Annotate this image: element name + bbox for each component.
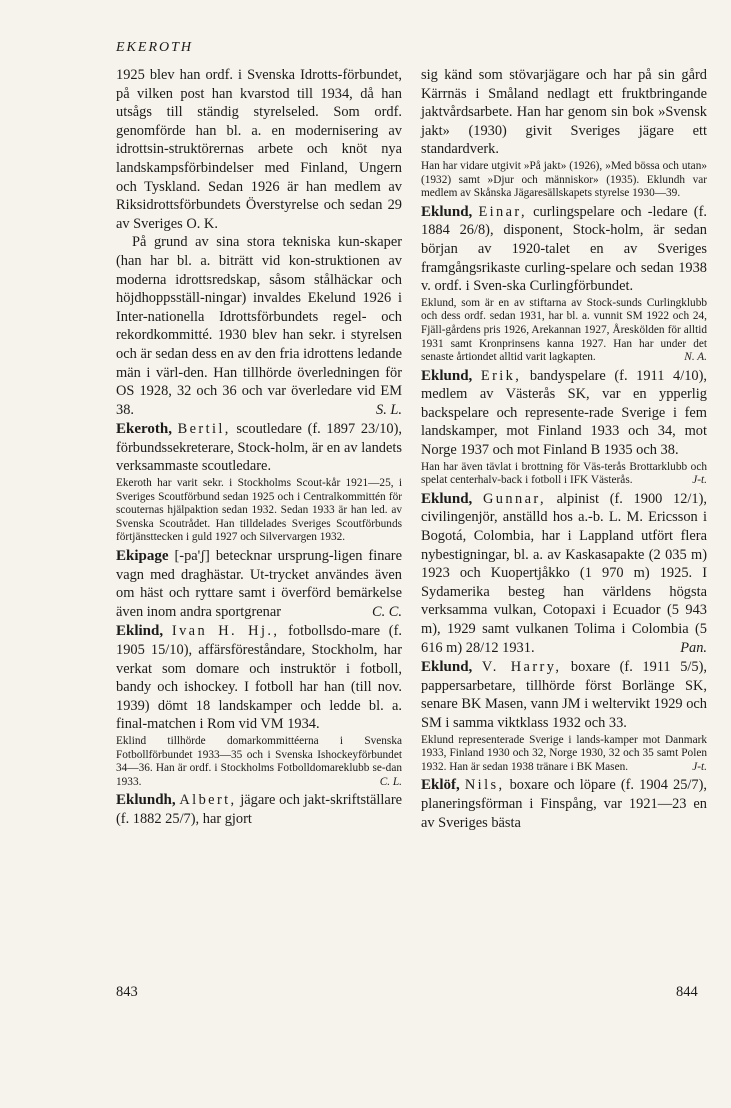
- page-number-right: 844: [676, 984, 698, 1000]
- entry-note: Eklund, som är en av stiftarna av Stock-sunds Curlingklubb och dess ordf. sedan 1931, har bl. a. vunnit SM 1922 och 24, Fjäll-gårdens pris 1926, Arekannan 1927, Åreskölden för alltid 1931 samt Kronprinsens kanna 1927. Han har under det senaste årtiondet alltid varit lagkapten. N. A.: [421, 296, 707, 364]
- author-signature: J-t.: [692, 474, 707, 487]
- entry-ekeroth: Ekeroth, Bertil, scoutledare (f. 1897 23/10), förbundssekreterare, Stock-holm, är en av landets verksammaste scoutledare.: [116, 421, 402, 475]
- entry-headword: Eklund,: [421, 367, 473, 384]
- date: 23/10: [360, 421, 394, 438]
- entry-name: Bertil,: [177, 421, 231, 438]
- entry-name: Nils,: [464, 777, 505, 794]
- entry-headword: Eklöf,: [421, 777, 460, 794]
- date: 25/7: [165, 810, 191, 827]
- entry-eklund-harry: Eklund, V. Harry, boxare (f. 1911 5/5), pappersarbetare, tillhörde först Borlänge SK, senare BK Masen, vann JM i weltervikt 1929 och SM i samma viktklass 1932 och 33.: [421, 659, 707, 731]
- entry-note: Ekeroth har varit sekr. i Stockholms Scout-kår 1921—25, i Sveriges Scoutförbund sedan 1925 och i Centralkommittén för scouternas hjälpaktion sedan 1932. Sedan 1933 är han led. av Svenska Scoutrådet. Han tilldelades Sveriges Scoutförbunds förtjänsttecken i guld 1927 och Silvervargen 1932.: [116, 477, 402, 544]
- entry-headword: Eklund,: [421, 490, 473, 507]
- entry-name: Ivan H. Hj.,: [171, 623, 280, 640]
- entry-note: Han har vidare utgivit »På jakt» (1926), »Med bössa och utan» (1932) samt »Djur och människor» (1935). Eklundh var medlem av Skånska Jägaresällskapets styrelse 1930—39.: [421, 159, 707, 200]
- date: 5/5: [680, 659, 699, 676]
- entry-eklundh: Eklundh, Albert, jägare och jakt-skriftställare (f. 1882 25/7), har gjort: [116, 792, 402, 827]
- date: 26/8: [459, 222, 486, 239]
- running-head: EKEROTH: [116, 40, 193, 55]
- paragraph: sig känd som stövarjägare och har på sin gård Kärrnäs i Småland nedlagt ett fruktbringande jaktvårdsarbete. Han har genom sin bok »Svensk jakt» (1930) givit Sveriges jägare ett standardverk.: [421, 67, 707, 158]
- entry-note: Eklind tillhörde domarkommittéerna i Svenska Fotbollförbundet 1933—35 och i Svenska Ishockeyförbundet 34—36. Han är ordf. i Stockholms Fotbolldomareklubb se-dan 1933. C. L.: [116, 734, 402, 788]
- entry-name: Gunnar,: [482, 490, 546, 507]
- entry-eklund-einar: Eklund, Einar, curlingspelare och -ledare (f. 1884 26/8), disponent, Stock-holm, är sedan början av 1920-talet en av Sveriges framgångsrikaste curling-spelare och sedan 1938 v. ordf. i Sven-ska Curlingförbundet.: [421, 203, 707, 295]
- author-signature: N. A.: [684, 351, 707, 364]
- date: 4/10: [673, 367, 699, 384]
- entry-note: Han har även tävlat i brottning för Väs-terås Brottarklubb och spelat centerhalv-back i fotboll i IFK Västerås. J-t.: [421, 460, 707, 487]
- author-signature: S. L.: [376, 401, 402, 418]
- entry-eklund-erik: Eklund, Erik, bandyspelare (f. 1911 4/10), medlem av Västerås SK, var en ypperlig backspelare och represente-rade Sverige i fem landskamper, mot Finland 1933 och 34, mot Norge 1937 och mot Finland B 1935 och 38.: [421, 367, 707, 459]
- entry-name: Einar,: [478, 203, 528, 220]
- entry-name: Albert,: [179, 792, 237, 809]
- author-signature: C. C.: [372, 603, 402, 620]
- entry-eklind: Eklind, Ivan H. Hj., fotbollsdo-mare (f. 1905 15/10), affärsföreståndare, Stockholm, har verkat som domare och instruktör i fotboll, bandy och ishockey. I fotboll har han (till nov. 1939) dömt 18 landskamper och ledde bl. a. final-matchen i Rom vid VM 1934.: [116, 623, 402, 733]
- entry-headword: Eklundh,: [116, 792, 176, 809]
- paragraph: På grund av sina stora tekniska kun-skaper (han har bl. a. biträtt vid kon-struktionen av moderna idrottsredskap, såsom stålhäckar och höjdhoppsställ-ningar) invaldes Ekelund 1926 i Inter-nationella Idrottsförbundets regel- och rekordkommitté. 1930 blev han sekr. i styrelsen och är sedan dess en av den fria idrottens ledande män i värl-den. Han tillhörde överledningen för OS 1928, 32 och 36 och var överledare vid EM 38. S. L.: [116, 234, 402, 418]
- right-column: [421, 66, 707, 832]
- entry-note: Eklund representerade Sverige i lands-kamper mot Danmark 1933, Finland 1930 och 32, Norge 1930, 32 och 35 samt Polen 1932. Han är sedan 1938 tränare i BK Masen. J-t.: [421, 733, 707, 773]
- author-signature: J-t.: [692, 760, 707, 773]
- entry-ekipage: Ekipage [-pa'ʃ] betecknar ursprung-ligen finare vagn med draghästar. Ut-trycket användes även om häst och ryttare samt i överförd bemärkelse även inom andra sportgrenar C. C.: [116, 548, 402, 620]
- entry-headword: Ekeroth,: [116, 421, 172, 438]
- entry-eklof: Eklöf, Nils, boxare och löpare (f. 1904 25/7), planeringsförman i Finspång, var 1921—23 en av Sveriges bästa: [421, 777, 707, 831]
- date: 28/12: [465, 639, 499, 656]
- entry-headword: Eklund,: [421, 659, 473, 676]
- entry-headword: Eklund,: [421, 203, 473, 220]
- author-signature: C. L.: [379, 775, 402, 788]
- entry-name: V. Harry,: [481, 659, 562, 676]
- date: 25/7: [673, 777, 699, 794]
- page-number-left: 843: [116, 984, 138, 1000]
- date: 15/10: [150, 642, 184, 658]
- entry-name: Erik,: [480, 367, 522, 384]
- paragraph: 1925 blev han ordf. i Svenska Idrotts-förbundet, på vilken post han kvarstod till 1934, då han utsågs till ständig styrelseled. Som ordf. genomförde han bl. a. en modernisering av idrottsin-struktörernas arbete och knöt nya landskampsförbindelser med Finland, Ungern och Tyskland. Sedan 1926 är han medlem av Riksidrottsförbundets Överstyrelse och sedan 29 av Sveriges O. K.: [116, 67, 402, 232]
- entry-eklund-gunnar: Eklund, Gunnar, alpinist (f. 1900 12/1), civilingenjör, anställd hos a.-b. L. M. Ericsson i Bogotá, Colombia, har i Lappland utfört flera nybestigningar, bl. a. av Kaskasapakte (2 035 m) 1923 och Kuopertjåkko (1 970 m) 1925. I Sydamerika besteg han världens högsta verksamma vulkan, Cotopaxi i Ecuador (5 943 m), 1929 samt vulkanen Tolima i Colombia (5 616 m) 28/12 1931. Pan.: [421, 490, 707, 656]
- left-column: [116, 66, 402, 829]
- entry-headword: Eklind,: [116, 623, 164, 640]
- date: 12/1: [673, 490, 699, 507]
- author-signature: Pan.: [680, 639, 707, 656]
- entry-headword: Ekipage: [116, 548, 169, 565]
